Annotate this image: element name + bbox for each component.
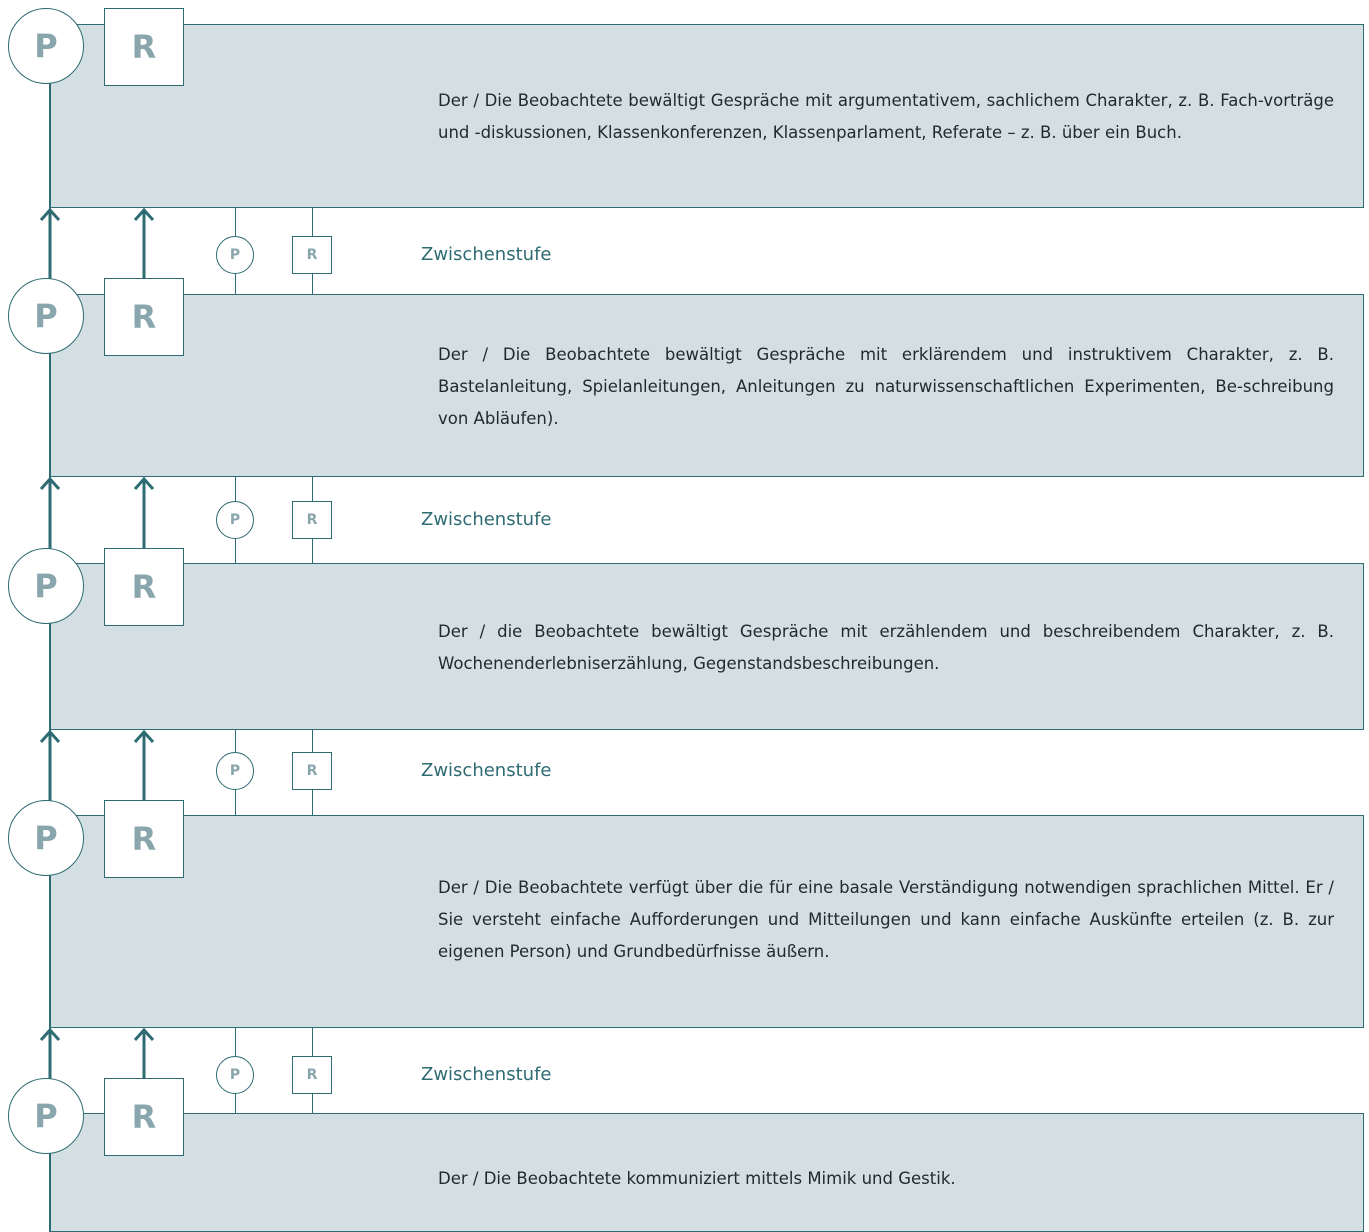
intermediate-person-marker: P: [216, 236, 254, 274]
intermediate-label: Zwischenstufe: [421, 509, 552, 530]
intermediate-person-marker: P: [216, 752, 254, 790]
level-person-marker: P: [8, 278, 84, 354]
intermediate-person-marker: P: [216, 501, 254, 539]
resource-arrow-up-icon: [132, 208, 156, 286]
intermediate-label: Zwischenstufe: [421, 1064, 552, 1085]
level-description: Der / Die Beobachtete bewältigt Gespräche mit argumentativem, sachlichem Charakter, z. B. Fach-vorträge und -diskussionen, Klassenkonferenzen, Klassenparlament, Referate – z. B. über ein Buch.: [438, 91, 1334, 142]
level-description: Der / Die Beobachtete kommuniziert mittels Mimik und Gestik.: [438, 1169, 956, 1188]
person-arrow-up-icon: [38, 208, 62, 286]
resource-arrow-up-icon: [132, 477, 156, 555]
level-person-marker: P: [8, 548, 84, 624]
person-arrow-up-icon: [38, 730, 62, 808]
level-person-marker: P: [8, 8, 84, 84]
level-resource-marker: R: [104, 548, 184, 626]
person-arrow-up-icon: [38, 477, 62, 555]
intermediate-label: Zwischenstufe: [421, 244, 552, 265]
level-resource-marker: R: [104, 1078, 184, 1156]
intermediate-resource-marker: R: [292, 501, 332, 539]
level-description: Der / Die Beobachtete verfügt über die für eine basale Verständigung notwendigen sprachlichen Mittel. Er / Sie versteht einfache Aufforderungen und Mitteilungen und kann einfache Auskünfte erteilen (z. B. zur eigenen Person) und Grundbedürfnisse äußern.: [438, 878, 1334, 961]
intermediate-resource-marker: R: [292, 1056, 332, 1094]
intermediate-resource-marker: R: [292, 752, 332, 790]
level-resource-marker: R: [104, 800, 184, 878]
level-description: Der / die Beobachtete bewältigt Gespräche mit erzählendem und beschreibendem Charakter, z. B. Wochenenderlebniserzählung, Gegenstandsbeschreibungen.: [438, 622, 1334, 673]
resource-arrow-up-icon: [132, 730, 156, 808]
intermediate-label: Zwischenstufe: [421, 760, 552, 781]
level-person-marker: P: [8, 800, 84, 876]
level-person-marker: P: [8, 1078, 84, 1154]
level-resource-marker: R: [104, 278, 184, 356]
intermediate-person-marker: P: [216, 1056, 254, 1094]
level-resource-marker: R: [104, 8, 184, 86]
intermediate-resource-marker: R: [292, 236, 332, 274]
level-description: Der / Die Beobachtete bewältigt Gespräche mit erklärendem und instruktivem Charakter, z. B. Bastelanleitung, Spielanleitungen, Anleitungen zu naturwissenschaftlichen Experimenten, Be-schreibung von Abläufen).: [438, 345, 1334, 428]
